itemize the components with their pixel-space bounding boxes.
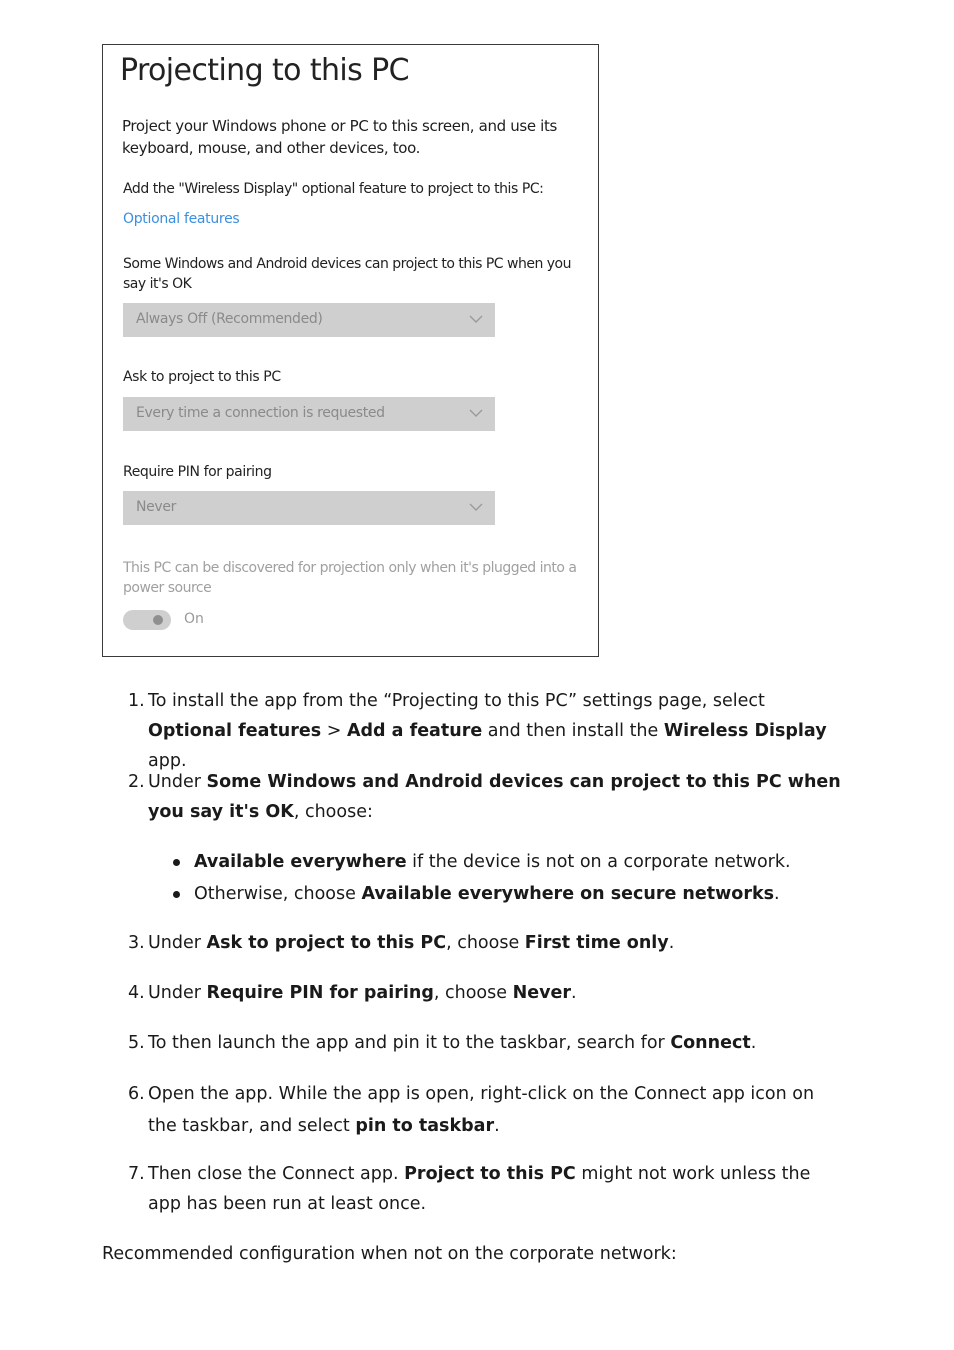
step-7 — [128, 1159, 848, 1219]
bold-text: Some Windows and Android devices can project to this PC when you say it's OK — [148, 772, 841, 822]
step-text — [148, 983, 577, 1003]
some-devices-text: Some Windows and Android devices can project to this PC when you say it's OK — [123, 256, 571, 292]
step-text — [148, 772, 841, 822]
settings-screenshot — [102, 44, 599, 657]
text-run: Under — [148, 772, 207, 792]
ask-label: Ask to project to this PC — [123, 369, 281, 385]
bold-text: First time only — [524, 933, 669, 953]
bullet-dot — [173, 859, 180, 866]
bullet-text — [194, 884, 780, 904]
bold-text: Available everywhere on secure networks — [361, 884, 775, 904]
closing-paragraph: Recommended configuration when not on the corporate network: — [102, 1244, 677, 1264]
bold-text: Wireless Display — [663, 721, 827, 741]
bold-text: Add a feature — [346, 721, 483, 741]
text-run: To then launch the app and pin it to the taskbar, search for — [148, 1033, 671, 1053]
ask-dropdown — [123, 397, 495, 431]
pin-value: Never — [136, 499, 176, 515]
pin-dropdown — [123, 491, 495, 525]
step-3 — [128, 928, 848, 958]
step-number: 3. — [128, 933, 145, 953]
step-text — [148, 691, 827, 771]
step-number: 1. — [128, 691, 145, 711]
step-number: 2. — [128, 772, 145, 792]
step-text — [148, 933, 674, 953]
add-feature-text: Add the "Wireless Display" optional feature to project to this PC: — [123, 181, 544, 197]
text-run: . — [570, 983, 577, 1003]
bullet-item — [194, 879, 834, 909]
bold-text: Optional features — [148, 721, 322, 741]
optional-features-link: Optional features — [123, 211, 240, 227]
step-1 — [128, 686, 848, 776]
text-run: Under — [148, 933, 207, 953]
ask-value: Every time a connection is requested — [136, 405, 385, 421]
text-run: . — [750, 1033, 757, 1053]
bullet-item — [194, 847, 834, 877]
text-run: . — [494, 1116, 500, 1136]
pin-label: Require PIN for pairing — [123, 464, 272, 480]
text-run: Open the app. While the app is open, right-click on the Connect app icon on the taskbar, and select — [148, 1084, 815, 1136]
step-number: 5. — [128, 1033, 145, 1053]
chevron-down-icon — [467, 404, 485, 422]
availability-value: Always Off (Recommended) — [136, 311, 323, 327]
text-run: if the device is not on a corporate network. — [406, 852, 791, 872]
chevron-down-icon — [467, 498, 485, 516]
bold-text: Never — [512, 983, 571, 1003]
step-number: 4. — [128, 983, 145, 1003]
bullet-dot — [173, 891, 180, 898]
text-run: , choose — [433, 983, 513, 1003]
step-number: 7. — [128, 1164, 145, 1184]
bold-text: Connect — [670, 1033, 751, 1053]
step-number: 6. — [128, 1084, 145, 1104]
step-5 — [128, 1028, 848, 1058]
toggle-knob — [153, 615, 163, 625]
bold-text: Require PIN for pairing — [206, 983, 434, 1003]
text-run: Otherwise, choose — [194, 884, 362, 904]
text-run: app. — [148, 751, 187, 771]
discoverable-toggle — [123, 610, 171, 630]
text-run: Then close the Connect app. — [148, 1164, 405, 1184]
bullet-text — [194, 852, 791, 872]
availability-dropdown — [123, 303, 495, 337]
bold-text: Project to this PC — [404, 1164, 576, 1184]
screenshot-description: Project your Windows phone or PC to this screen, and use its keyboard, mouse, and other devices, too. — [122, 117, 557, 157]
toggle-label: On — [184, 611, 204, 627]
step-2 — [128, 767, 848, 827]
bold-text: Ask to project to this PC — [206, 933, 447, 953]
step-4 — [128, 978, 848, 1008]
step-6 — [128, 1078, 848, 1142]
bold-text: pin to taskbar — [355, 1116, 495, 1136]
step-text — [148, 1033, 756, 1053]
step-text — [148, 1164, 810, 1214]
text-run: > — [321, 721, 347, 741]
text-run: . — [774, 884, 780, 904]
text-run: Under — [148, 983, 207, 1003]
power-note: This PC can be discovered for projection only when it's plugged into a power source — [123, 560, 577, 596]
bold-text: Available everywhere — [194, 852, 407, 872]
text-run: and then install the — [482, 721, 664, 741]
chevron-down-icon — [467, 310, 485, 328]
text-run: , choose: — [293, 802, 373, 822]
text-run: might not work unless the app has been run at least once. — [148, 1164, 811, 1214]
text-run: , choose — [446, 933, 525, 953]
text-run: . — [668, 933, 675, 953]
text-run: To install the app from the “Projecting to this PC” settings page, select — [148, 691, 765, 711]
step-text — [148, 1084, 814, 1136]
screenshot-title: Projecting to this PC — [120, 53, 409, 88]
